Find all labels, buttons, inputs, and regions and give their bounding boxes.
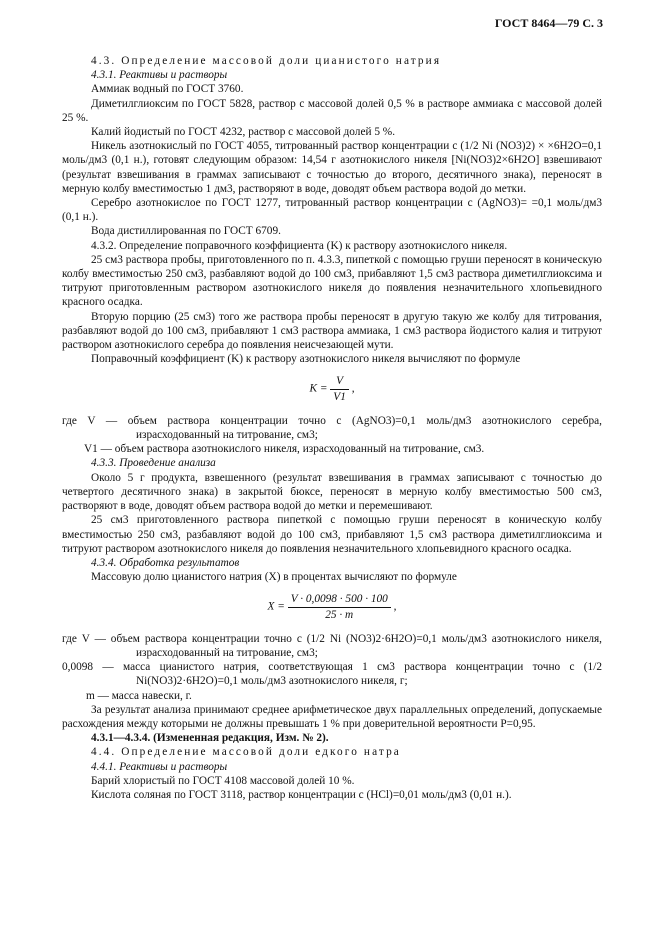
paragraph: Никель азотнокислый по ГОСТ 4055, титрованный раствор концентрации c (1/2 Ni (NO3)2) × ×6H2O=0,1 моль/дм3 (0,1 н.), готовят следующим образом: 14,54 г азотнокислого никеля [Ni(NO3)2×6H2O] взвешивают (результат взвешивания в граммах записывают с точностью до второго, десятичного знака), переносят в мерную колбу вместимостью 1 дм3, растворяют в воде, доводят объем раствора водой до метки. (62, 140, 602, 195)
formula-numerator: V · 0,0098 · 500 · 100 (288, 592, 391, 607)
where-item: m — масса навески, г. (86, 689, 192, 702)
formula-fraction (288, 592, 391, 621)
formula-denominator: 25 · m (325, 608, 354, 621)
amendment-note: 4.3.1—4.3.4. (Измененная редакция, Изм. № 2). (91, 732, 329, 745)
subsection-heading: 4.3.1. Реактивы и растворы (91, 69, 228, 82)
formula-fraction (330, 374, 349, 403)
formula-numerator: V (330, 374, 349, 389)
where-item: 0,0098 — масса цианистого натрия, соответствующая 1 см3 раствора концентрации точно c (1/2 Ni(NO3)2·6H2O)=0,1 моль/дм3 азотнокислого никеля, г; (62, 661, 602, 688)
where-item: где V — объем раствора концентрации точно c (AgNO3)=0,1 моль/дм3 азотнокислого серебра, израсходованный на титрование, см3; (62, 414, 602, 442)
paragraph: Около 5 г продукта, взвешенного (результат взвешивания в граммах записывают с точностью до четвертого десятичного знака) в закрытой бюксе, переносят в мерную колбу вместимостью 500 см3, растворяют в воде, доводят объем раствора водой до метки и перемешивают. (62, 471, 602, 513)
paragraph: Серебро азотнокислое по ГОСТ 1277, титрованный раствор концентрации c (AgNO3)= =0,1 моль/дм3 (0,1 н.). (62, 197, 602, 224)
paragraph: 4.3.2. Определение поправочного коэффициента (K) к раствору азотнокислого никеля. (91, 239, 508, 252)
paragraph: 25 см3 раствора пробы, приготовленного по п. 4.3.3, пипеткой с помощью груши переносят в коническую колбу вместимостью 250 см3, разбавляют водой до 100 см3, прибавляют 1,5 см3 раствора диметилглиоксима и титруют приготовленным раствором азотнокислого никеля до появления незначительного хлопьевидного красного осадка. (62, 253, 602, 309)
paragraph: Кислота соляная по ГОСТ 3118, раствор концентрации c (HCl)=0,01 моль/дм3 (0,01 н.). (91, 788, 512, 801)
paragraph: Поправочный коэффициент (K) к раствору азотнокислого никеля вычисляют по формуле (91, 353, 521, 366)
subsection-heading: 4.3.3. Проведение анализа (91, 457, 216, 470)
paragraph: Диметилглиоксим по ГОСТ 5828, раствор с массовой долей 0,5 % в растворе аммиака с массовой долей 25 %. (62, 97, 602, 124)
document-body (62, 54, 602, 802)
page-header: ГОСТ 8464—79 С. 3 (494, 16, 603, 30)
paragraph: Аммиак водный по ГОСТ 3760. (91, 83, 244, 96)
paragraph: Массовую долю цианистого натрия (X) в процентах вычисляют по формуле (91, 571, 457, 584)
formula-x (62, 592, 602, 621)
paragraph: За результат анализа принимают среднее арифметическое двух параллельных определений, допускаемые расхождения между которыми не должны превышать 1 % при доверительной вероятности P=0,95. (62, 703, 602, 730)
formula-denominator: V1 (333, 390, 346, 403)
paragraph: Калий йодистый по ГОСТ 4232, раствор с массовой долей 5 %. (91, 126, 396, 139)
paragraph: Вода дистиллированная по ГОСТ 6709. (91, 225, 281, 238)
section-heading: 4.4. Определение массовой доли едкого натра (91, 746, 401, 759)
paragraph: Барий хлористый по ГОСТ 4108 массовой долей 10 %. (91, 774, 355, 787)
section-heading: 4.3. Определение массовой доли цианистого натрия (91, 55, 442, 67)
where-item: где V — объем раствора концентрации точно c (1/2 Ni (NO3)2·6H2O)=0,1 моль/дм3 азотнокислого никеля, израсходованный на титрование, см3; (62, 632, 602, 659)
formula-tail: , (393, 600, 397, 613)
where-item: V1 — объем раствора азотнокислого никеля, израсходованный на титрование, см3. (84, 443, 485, 456)
formula-k (62, 374, 602, 403)
subsection-heading: 4.3.4. Обработка результатов (91, 556, 240, 569)
paragraph: Вторую порцию (25 см3) того же раствора пробы переносят в другую такую же колбу для титрования, разбавляют водой до 100 см3, прибавляют 1 см3 раствора аммиака, 1 см3 раствора йодистого калия и титруют раствором азотнокислого серебра до появления неисчезающей мути. (62, 310, 602, 352)
formula-lhs: K = (309, 382, 328, 395)
paragraph: 25 см3 приготовленного раствора пипеткой с помощью груши переносят в коническую колбу вместимостью 250 см3, разбавляют водой до 100 см3, прибавляют 1,5 см3 раствора диметилглиоксима и титруют раствором азотнокислого никеля до появления незначительного хлопьевидного красного осадка. (62, 514, 602, 555)
subsection-heading: 4.4.1. Реактивы и растворы (91, 760, 228, 773)
formula-tail: , (351, 382, 355, 395)
formula-lhs: X = (267, 600, 285, 613)
